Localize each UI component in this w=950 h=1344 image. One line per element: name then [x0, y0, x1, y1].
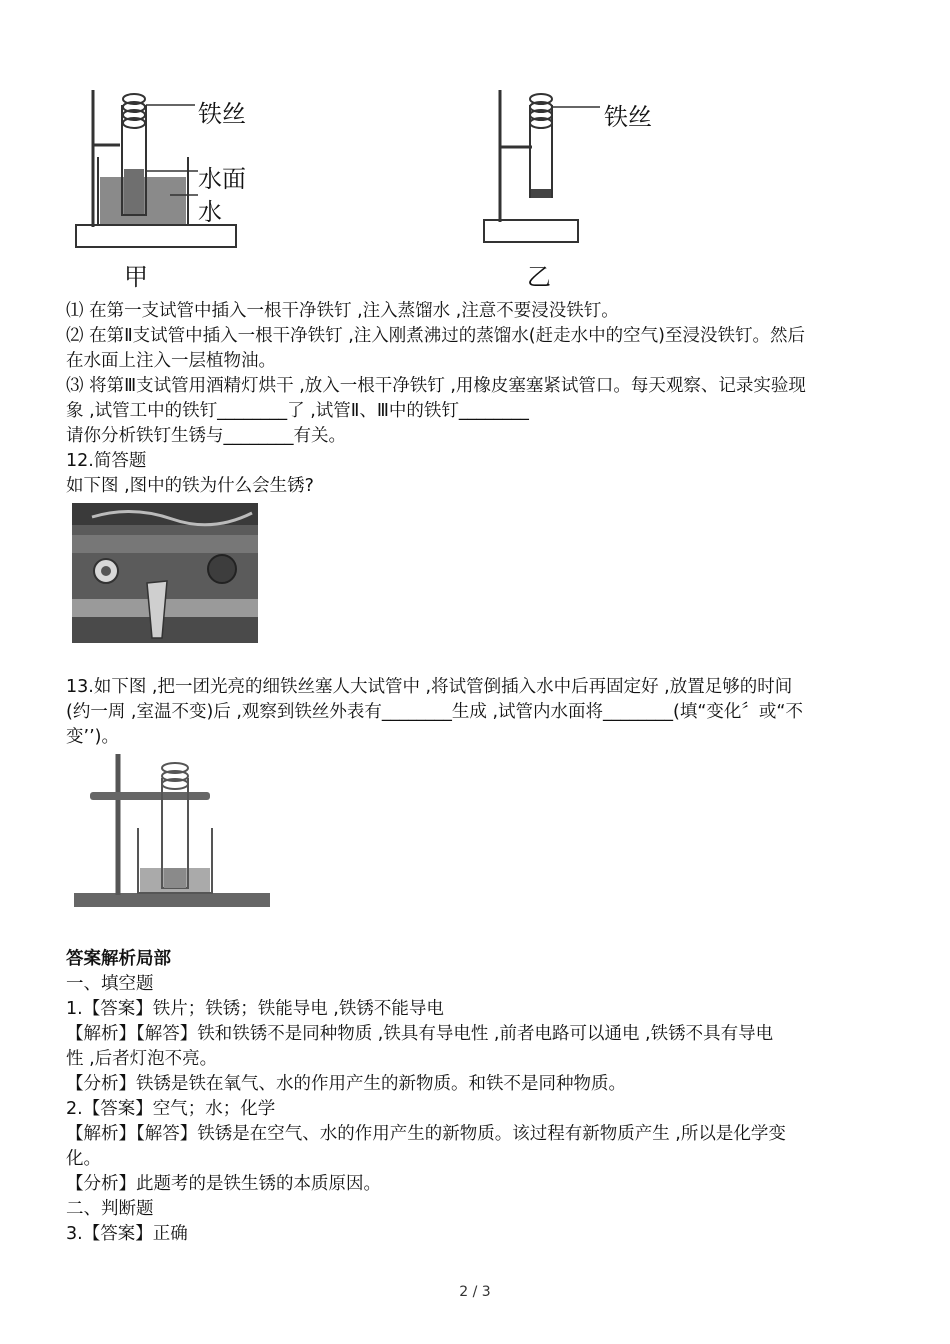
q11-line-3: 在水面上注入一层植物油。: [66, 351, 276, 371]
caption-yi: 乙: [527, 263, 551, 291]
q11-line-4: ⑶ 将第Ⅲ支试管用酒精灯烘干 ,放入一根干净铁钉 ,用橡皮塞塞紧试管口。每天观察、记录实验现: [66, 376, 806, 396]
q11-line-2: ⑵ 在第Ⅱ支试管中插入一根干净铁钉 ,注入刚煮沸过的蒸馏水(赶走水中的空气)至浸没铁钉。然后: [66, 326, 805, 346]
label-wire-left: 铁丝: [198, 100, 246, 128]
answer-line-2: 1.【答案】铁片；铁锈；铁能导电 ,铁锈不能导电: [66, 999, 444, 1019]
q12-question: 如下图 ,图中的铁为什么会生锈?: [66, 476, 314, 496]
answer-line-7: 【解析】【解答】铁锈是在空气、水的作用产生的新物质。该过程有新物质产生 ,所以是化学变: [66, 1124, 786, 1144]
answer-line-5: 【分析】铁锈是铁在氧气、水的作用产生的新物质。和铁不是同种物质。: [66, 1074, 626, 1094]
caption-jia: 甲: [124, 263, 148, 291]
q12-title: 12.简答题: [66, 451, 147, 471]
q13-line-3: 变’’)。: [66, 727, 119, 747]
figure-inverted-tube: [70, 748, 275, 928]
answer-line-10: 二、判断题: [66, 1199, 154, 1219]
answer-line-8: 化。: [66, 1149, 101, 1169]
q11-line-6: 请你分析铁钉生锈与________有关。: [66, 426, 346, 446]
label-water-surface: 水面: [198, 165, 246, 193]
answer-line-9: 【分析】此题考的是铁生锈的本质原因。: [66, 1174, 381, 1194]
answer-line-1: 一、填空题: [66, 974, 154, 994]
q11-line-1: ⑴ 在第一支试管中插入一根干净铁钉 ,注入蒸馏水 ,注意不要浸没铁钉。: [66, 301, 619, 321]
photo-rusty-iron: [72, 503, 258, 643]
q13-line-2: (约一周 ,室温不变)后 ,观察到铁丝外表有________生成 ,试管内水面将________(填“变化〞或“不: [66, 702, 803, 722]
answer-line-6: 2.【答案】空气；水；化学: [66, 1099, 276, 1119]
page-number: 2 / 3: [459, 1284, 491, 1300]
q11-line-5: 象 ,试管工中的铁钉________了 ,试管Ⅱ、Ⅲ中的铁钉________: [66, 401, 529, 421]
label-wire-right: 铁丝: [604, 103, 652, 131]
answer-line-11: 3.【答案】正确: [66, 1224, 188, 1244]
answers-heading: 答案解析局部: [66, 949, 171, 969]
answer-line-4: 性 ,后者灯泡不亮。: [66, 1049, 218, 1069]
label-water: 水: [198, 198, 222, 226]
q13-line-1: 13.如下图 ,把一团光亮的细铁丝塞人大试管中 ,将试管倒插入水中后再固定好 ,放置足够的时间: [66, 677, 793, 697]
answer-line-3: 【解析】【解答】铁和铁锈不是同种物质 ,铁具有导电性 ,前者电路可以通电 ,铁锈不具有导电: [66, 1024, 774, 1044]
